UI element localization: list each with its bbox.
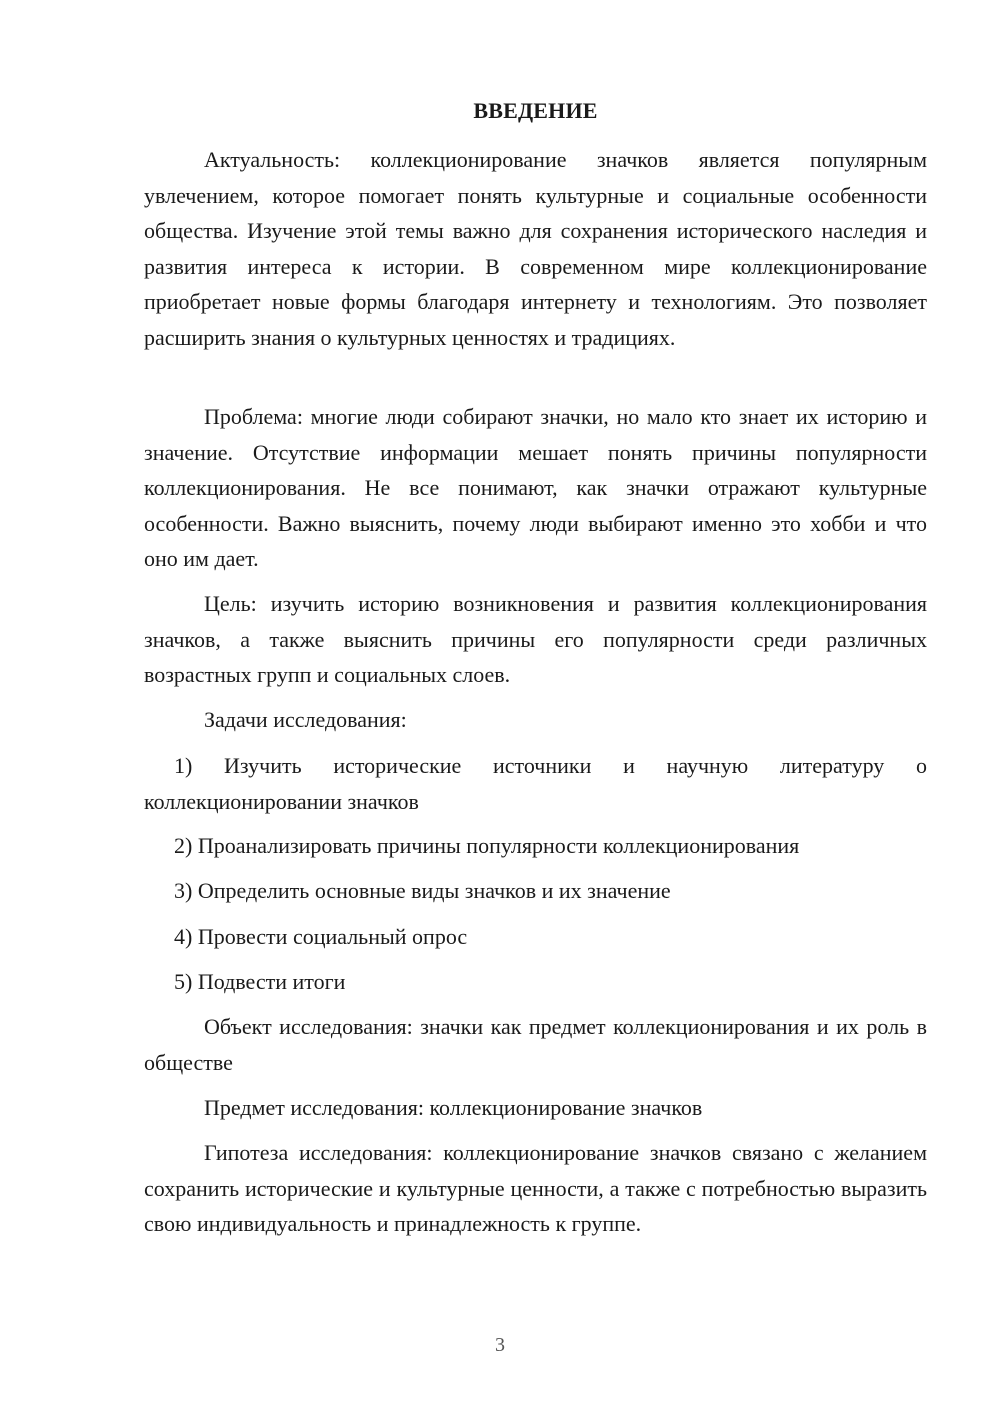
page-title: ВВЕДЕНИЕ — [473, 98, 598, 123]
paragraph-hypothesis: Гипотеза исследования: коллекционирование значков связано с желанием сохранить исторические и культурные ценности, а также с потребностью выразить свою индивидуальность и принадлежность к группе. — [144, 1140, 927, 1236]
paragraph-goal: Цель: изучить историю возникновения и развития коллекционирования значков, а также выяснить причины его популярности среди различных возрастных групп и социальных слоев. — [144, 591, 927, 687]
tasks-heading: Задачи исследования: — [204, 707, 407, 732]
task-item-2: 2) Проанализировать причины популярности коллекционирования — [174, 833, 800, 858]
paragraph-object: Объект исследования: значки как предмет коллекционирования и их роль в обществе — [144, 1014, 927, 1075]
task-item-4: 4) Провести социальный опрос — [174, 924, 468, 949]
task-item-3: 3) Определить основные виды значков и их значение — [174, 878, 671, 903]
paragraph-subject: Предмет исследования: коллекционирование значков — [204, 1095, 703, 1120]
paragraph-relevance: Актуальность: коллекционирование значков является популярным увлечением, которое помогает понять культурные и социальные особенности общества. Изучение этой темы важно для сохранения исторического наследия и развития интереса к истории. В современном мире коллекционирование приобретает новые формы благодаря интернету и технологиям. Это позволяет расширить знания о культурных ценностях и традициях. — [144, 147, 927, 350]
task-item-5: 5) Подвести итоги — [174, 969, 346, 994]
paragraph-problem: Проблема: многие люди собирают значки, но мало кто знает их историю и значение. Отсутствие информации мешает понять причины популярности коллекционирования. Не все понимают, как значки отражают культурные особенности. Важно выяснить, почему люди выбирают именно это хобби и что оно им дает. — [144, 404, 927, 571]
task-item-1: 1) Изучить исторические источники и научную литературу о коллекционировании значков — [144, 753, 927, 814]
page-number: 3 — [495, 1334, 505, 1356]
